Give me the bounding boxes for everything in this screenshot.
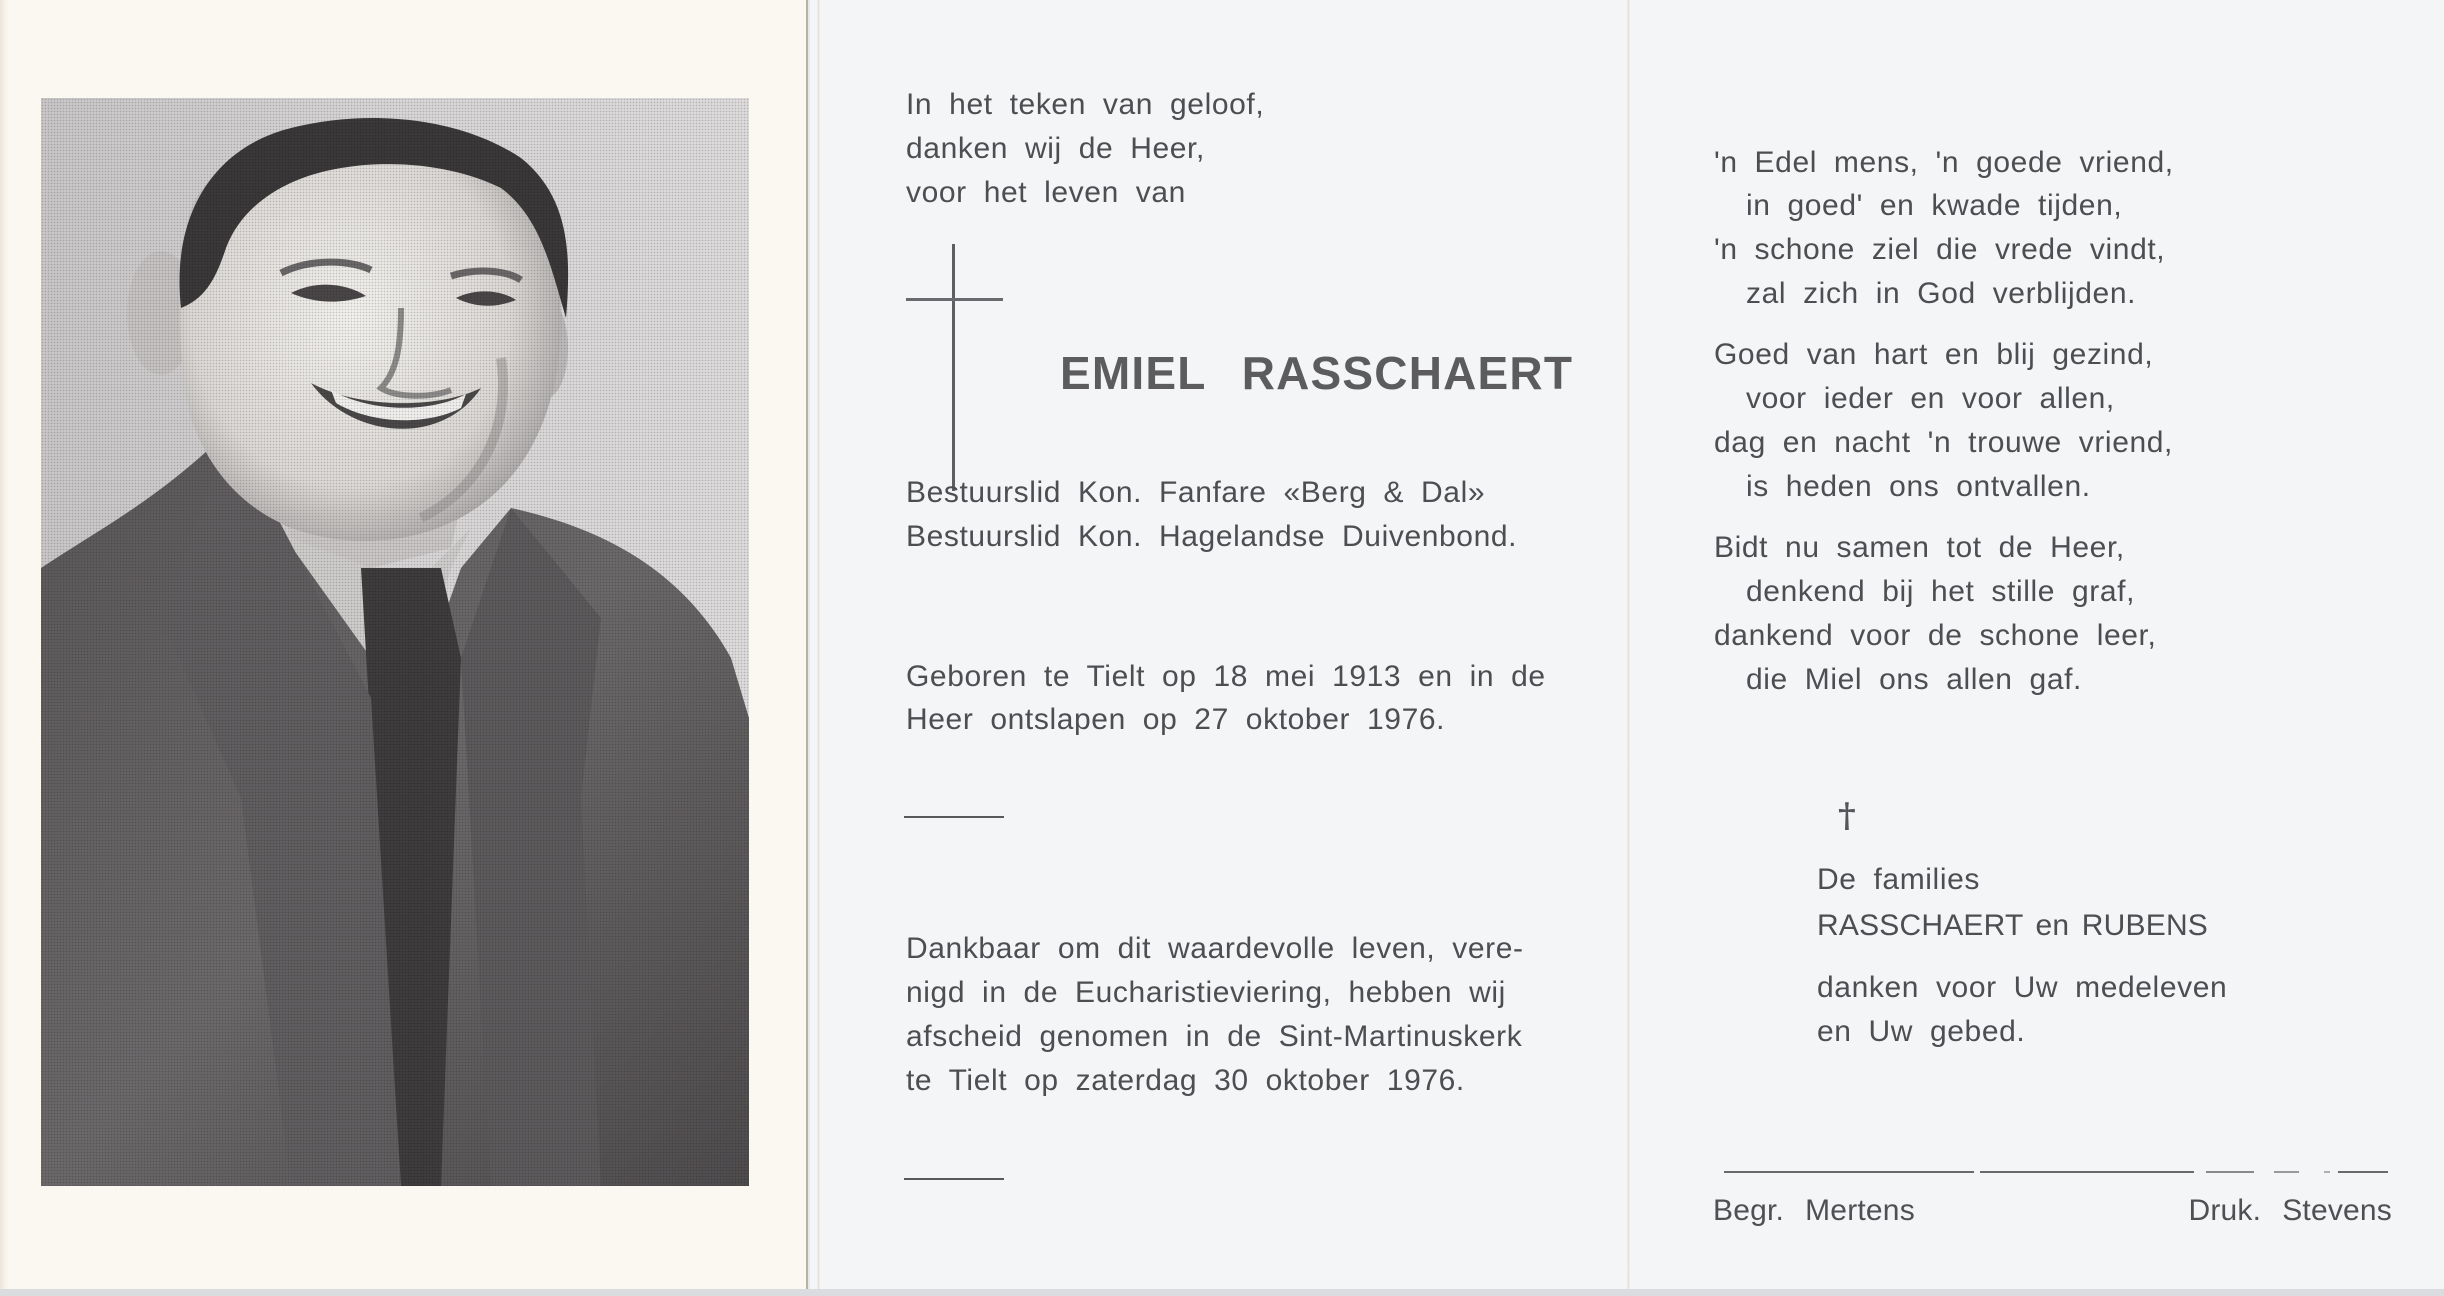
portrait-photo-image — [41, 98, 749, 1186]
cross-horizontal-bar — [906, 298, 1003, 301]
card-front-panel — [0, 0, 808, 1289]
poem-line: 'n Edel mens, 'n goede vriend, — [1714, 146, 2174, 179]
poem-line: Goed van hart en blij gezind, — [1714, 338, 2154, 371]
role-line: Bestuurslid Kon. Fanfare «Berg & Dal» — [906, 476, 1486, 509]
footer-divider — [1724, 1171, 2388, 1173]
farewell-line: Dankbaar om dit waardevolle leven, vere- — [906, 932, 1524, 965]
intro-line: danken wij de Heer, — [906, 132, 1205, 165]
portrait-photo — [41, 98, 749, 1186]
cross-vertical-bar — [952, 244, 955, 491]
intro-line: voor het leven van — [906, 176, 1186, 209]
printer-credit: Druk. Stevens — [2188, 1194, 2392, 1227]
poem-line: dag en nacht 'n trouwe vriend, — [1714, 426, 2173, 459]
thanks-line: danken voor Uw medeleven — [1817, 971, 2228, 1004]
farewell-line: nigd in de Eucharistieviering, hebben wij — [906, 976, 1506, 1009]
intro-line: In het teken van geloof, — [906, 88, 1265, 121]
poem-line: zal zich in God verblijden. — [1746, 277, 2137, 310]
poem-line: is heden ons ontvallen. — [1746, 470, 2091, 503]
deceased-name: EMIEL RASSCHAERT — [1060, 347, 1574, 399]
scan-background — [0, 1289, 2444, 1296]
families-names: RASSCHAERT en RUBENS — [1817, 909, 2209, 942]
poem-line: denkend bij het stille graf, — [1746, 575, 2136, 608]
undertaker-credit: Begr. Mertens — [1713, 1194, 1915, 1227]
poem-line: voor ieder en voor allen, — [1746, 382, 2115, 415]
poem-line: in goed' en kwade tijden, — [1746, 189, 2123, 222]
poem-line: Bidt nu samen tot de Heer, — [1714, 531, 2125, 564]
divider — [904, 1178, 1004, 1180]
families-intro: De families — [1817, 863, 1980, 896]
farewell-line: afscheid genomen in de Sint-Martinuskerk — [906, 1020, 1523, 1053]
farewell-line: te Tielt op zaterdag 30 oktober 1976. — [906, 1064, 1465, 1097]
fold-line — [1627, 0, 1630, 1292]
poem-line: dankend voor de schone leer, — [1714, 619, 2157, 652]
poem-line: 'n schone ziel die vrede vindt, — [1714, 233, 2166, 266]
life-dates-line: Geboren te Tielt op 18 mei 1913 en in de — [906, 660, 1546, 693]
thanks-line: en Uw gebed. — [1817, 1015, 2026, 1048]
poem-line: die Miel ons allen gaf. — [1746, 663, 2082, 696]
life-dates-line: Heer ontslapen op 27 oktober 1976. — [906, 703, 1446, 736]
fold-line — [817, 0, 820, 1292]
dagger-cross-icon: † — [1838, 796, 1856, 836]
role-line: Bestuurslid Kon. Hagelandse Duivenbond. — [906, 520, 1518, 553]
divider — [904, 816, 1004, 818]
